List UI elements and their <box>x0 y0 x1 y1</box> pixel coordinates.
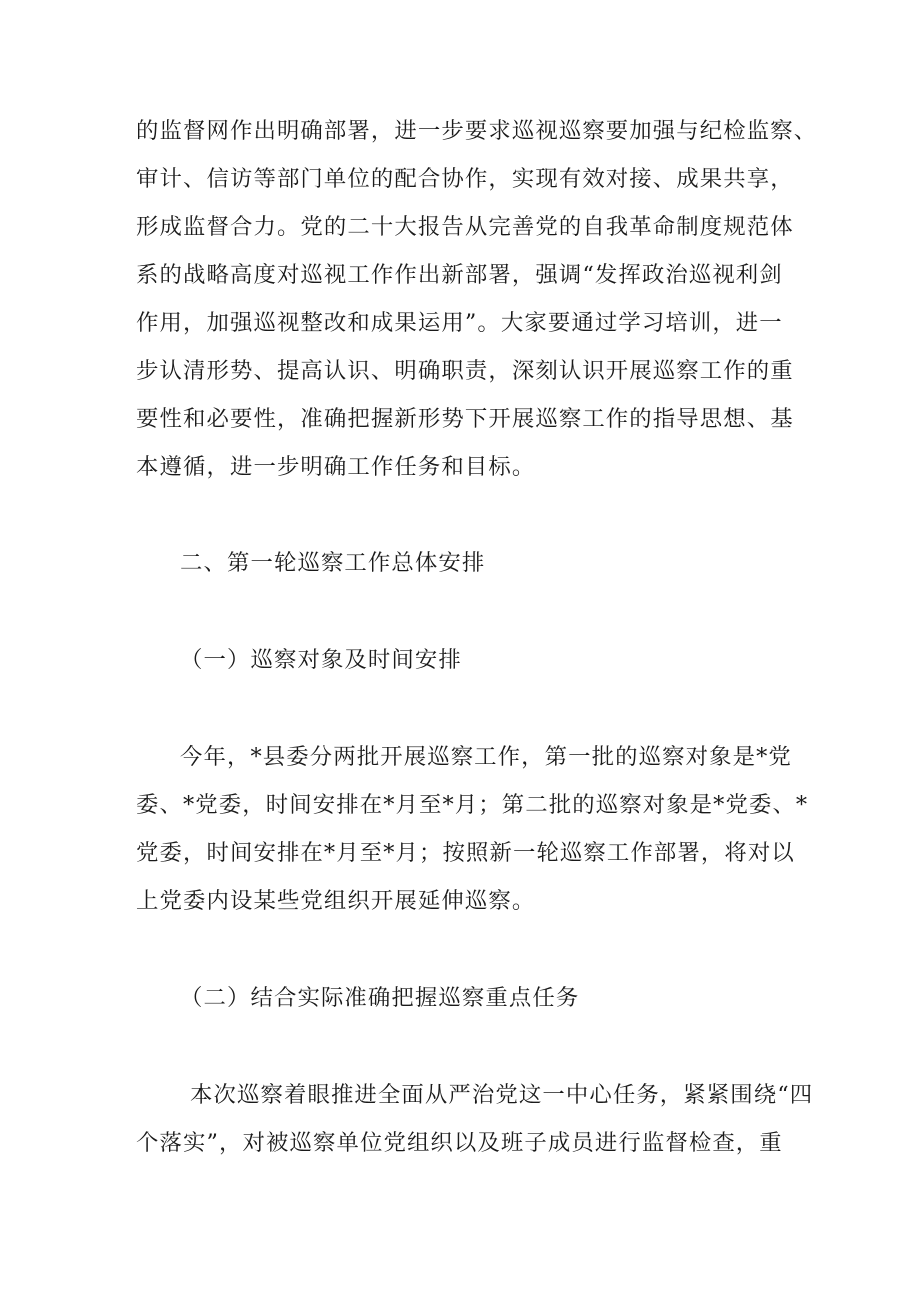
paragraph-1-line-3: 形成监督合力。党的二十大报告从完善党的自我革命制度规范体 <box>136 214 794 240</box>
paragraph-3-line-1: 本次巡察着眼推进全面从严治党这一中心任务，紧紧围绕“四 <box>190 1082 814 1108</box>
paragraph-1-line-6: 步认清形势、提高认识、明确职责，深刻认识开展巡察工作的重 <box>136 358 794 384</box>
section-heading-2: 二、第一轮巡察工作总体安排 <box>180 550 486 576</box>
paragraph-1-line-4: 系的战略高度对巡视工作作出新部署，强调“发挥政治巡视利剑 <box>136 262 783 288</box>
paragraph-1-line-5: 作用，加强巡视整改和成果运用”。大家要通过学习培训，进一 <box>136 310 783 336</box>
subheading-1: （一）巡察对象及时间安排 <box>180 647 462 673</box>
paragraph-1-line-7: 要性和必要性，准确把握新形势下开展巡察工作的指导思想、基 <box>136 406 794 432</box>
subheading-2: （二）结合实际准确把握巡察重点任务 <box>180 985 580 1011</box>
paragraph-1-line-2: 审计、信访等部门单位的配合协作，实现有效对接、成果共享， <box>136 166 794 192</box>
paragraph-2-line-4: 上党委内设某些党组织开展延伸巡察。 <box>136 888 536 914</box>
paragraph-3-line-2: 个落实”，对被巡察单位党组织以及班子成员进行监督检查，重 <box>136 1130 783 1156</box>
paragraph-2-line-2: 委、*党委，时间安排在*月至*月；第二批的巡察对象是*党委、* <box>136 792 809 818</box>
paragraph-1-line-1: 的监督网作出明确部署，进一步要求巡视巡察要加强与纪检监察、 <box>136 118 818 144</box>
paragraph-2-line-1: 今年，*县委分两批开展巡察工作，第一批的巡察对象是*党 <box>180 744 792 770</box>
paragraph-1-line-8: 本遵循，进一步明确工作任务和目标。 <box>136 454 536 480</box>
paragraph-2-line-3: 党委，时间安排在*月至*月；按照新一轮巡察工作部署，将对以 <box>136 840 795 866</box>
